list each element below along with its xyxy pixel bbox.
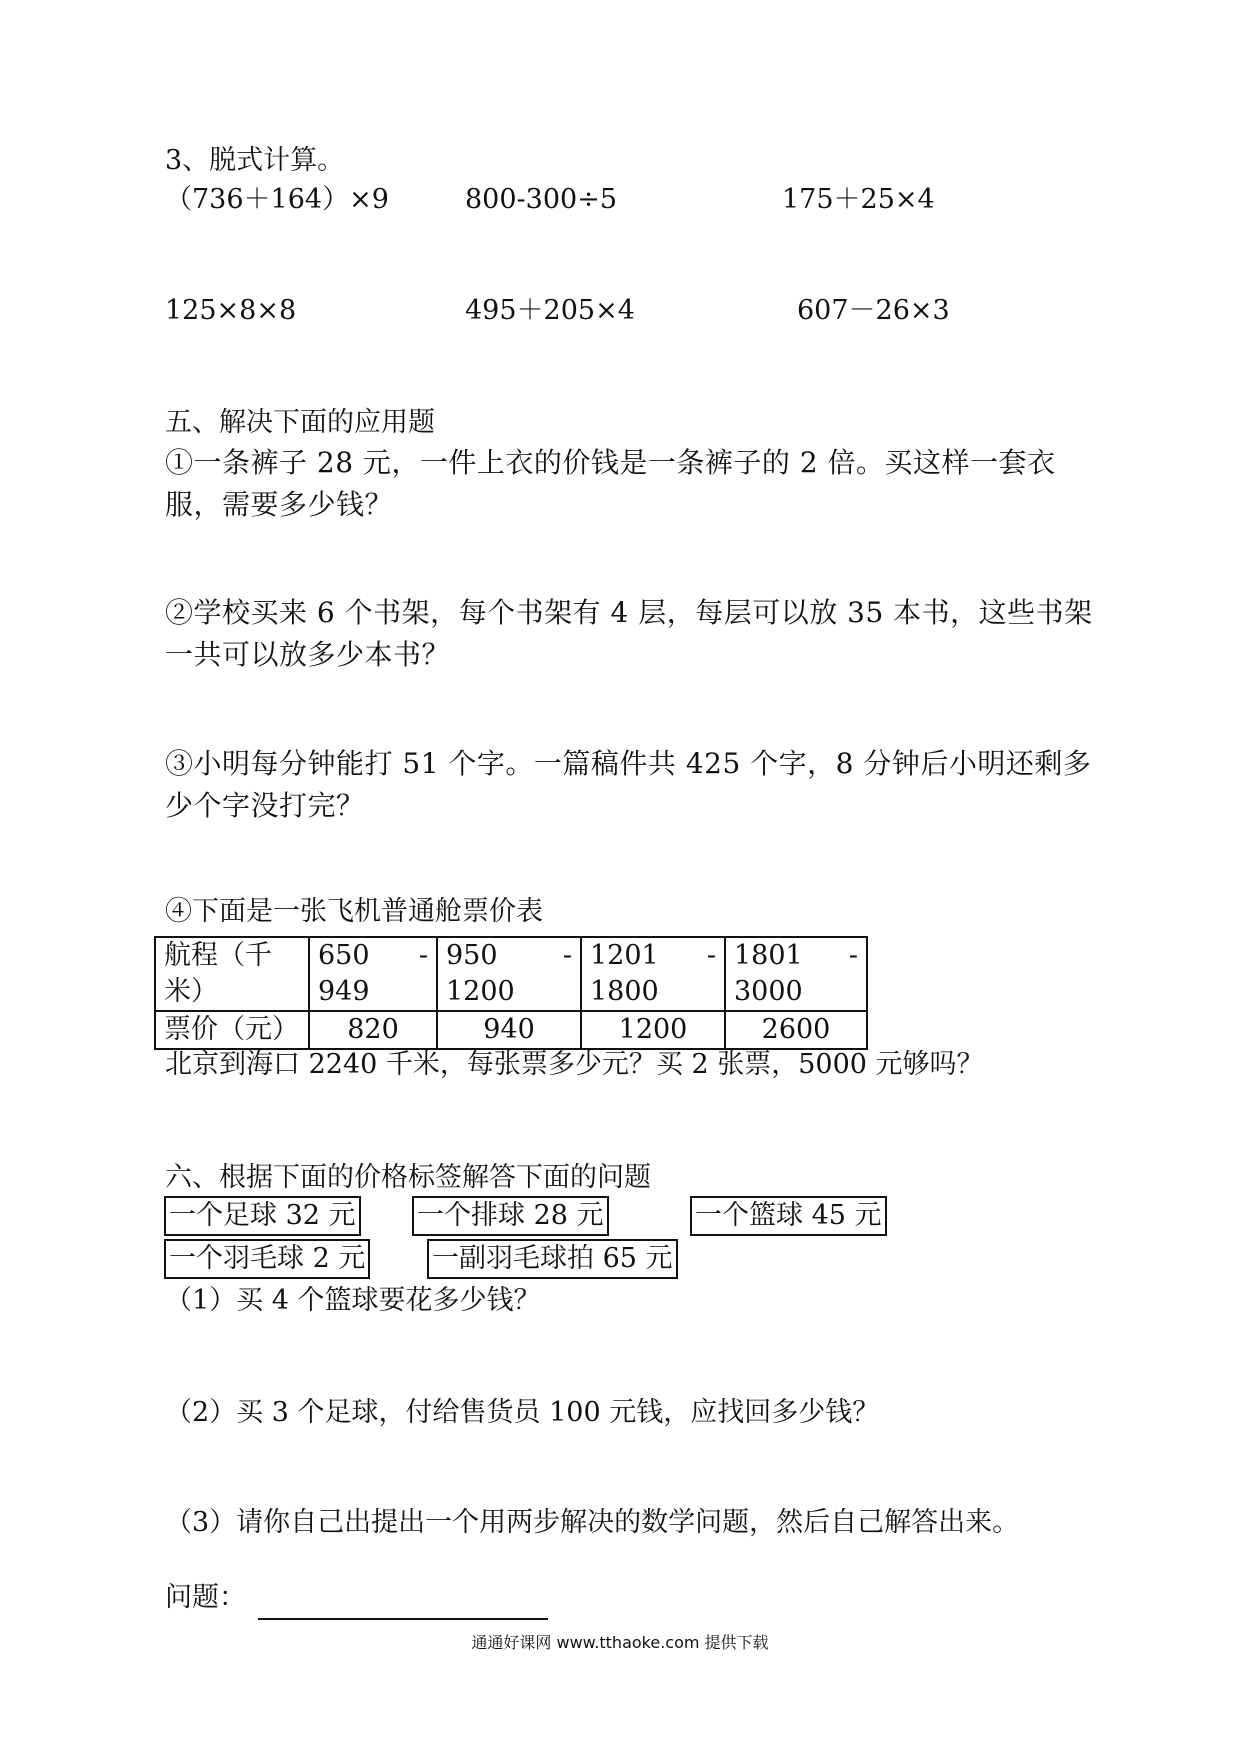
range-dash: -	[418, 940, 428, 971]
range-dash: -	[848, 940, 858, 971]
section6-heading: 六、根据下面的价格标签解答下面的问题	[165, 1162, 651, 1193]
range-header-cell: 航程（千米）	[155, 937, 309, 1011]
price-tag-volleyball: 一个排球 28 元	[412, 1196, 609, 1236]
range-low: 950	[446, 940, 498, 971]
range-cell	[725, 937, 867, 1011]
price-question-2: （2）买 3 个足球，付给售货员 100 元钱，应找回多少钱？	[165, 1397, 880, 1428]
range-cell	[581, 937, 725, 1011]
expression-1: （736＋164）×9	[165, 184, 389, 215]
price-cell: 940	[437, 1011, 581, 1049]
expression-5: 495＋205×4	[465, 295, 635, 326]
footer-credit: 通通好课网 www.tthaoke.com 提供下载	[471, 1633, 769, 1652]
word-problem-4-question: 北京到海口 2240 千米，每张票多少元？买 2 张票，5000 元够吗？	[165, 1049, 984, 1080]
section3-heading: 3、脱式计算。	[165, 145, 345, 176]
word-problem-1: ①一条裤子 28 元，一件上衣的价钱是一条裤子的 2 倍。买这样一套衣服，需要多少钱？	[165, 446, 1056, 521]
price-header-cell: 票价（元）	[155, 1011, 309, 1049]
range-high: 1800	[590, 976, 659, 1007]
price-tag-racket: 一副羽毛球拍 65 元	[427, 1239, 678, 1279]
price-tag-basketball: 一个篮球 45 元	[690, 1196, 887, 1236]
range-high: 949	[318, 976, 370, 1007]
price-cell: 1200	[581, 1011, 725, 1049]
section5-heading: 五、解决下面的应用题	[165, 407, 435, 438]
price-question-3: （3）请你自己出提出一个用两步解决的数学问题，然后自己解答出来。	[165, 1507, 1020, 1538]
range-cell	[309, 937, 437, 1011]
expression-6: 607－26×3	[797, 295, 950, 326]
fare-table-range-row	[155, 937, 867, 1011]
expression-2: 800-300÷5	[465, 184, 617, 215]
word-problem-2: ②学校买来 6 个书架，每个书架有 4 层，每层可以放 35 本书，这些书架一共可以放多少本书？	[165, 596, 1093, 671]
expression-4: 125×8×8	[165, 295, 297, 326]
range-high: 3000	[734, 976, 803, 1007]
range-low: 1201	[590, 940, 659, 971]
price-cell: 820	[309, 1011, 437, 1049]
range-high: 1200	[446, 976, 515, 1007]
price-cell: 2600	[725, 1011, 867, 1049]
range-cell	[437, 937, 581, 1011]
fare-table-price-row	[155, 1011, 867, 1049]
word-problem-4-intro: ④下面是一张飞机普通舱票价表	[165, 896, 543, 927]
expression-3: 175＋25×4	[782, 184, 935, 215]
answer-blank-line	[258, 1618, 548, 1620]
price-tag-shuttlecock: 一个羽毛球 2 元	[164, 1239, 370, 1279]
price-question-1: （1）买 4 个篮球要花多少钱？	[165, 1285, 541, 1316]
range-dash: -	[706, 940, 716, 971]
question-label: 问题：	[165, 1582, 246, 1613]
word-problem-3: ③小明每分钟能打 51 个字。一篇稿件共 425 个字，8 分钟后小明还剩多少个字没打完？	[165, 747, 1092, 822]
range-low: 650	[318, 940, 370, 971]
range-low: 1801	[734, 940, 803, 971]
price-tag-football: 一个足球 32 元	[164, 1196, 361, 1236]
range-dash: -	[562, 940, 572, 971]
fare-table	[154, 936, 868, 1050]
